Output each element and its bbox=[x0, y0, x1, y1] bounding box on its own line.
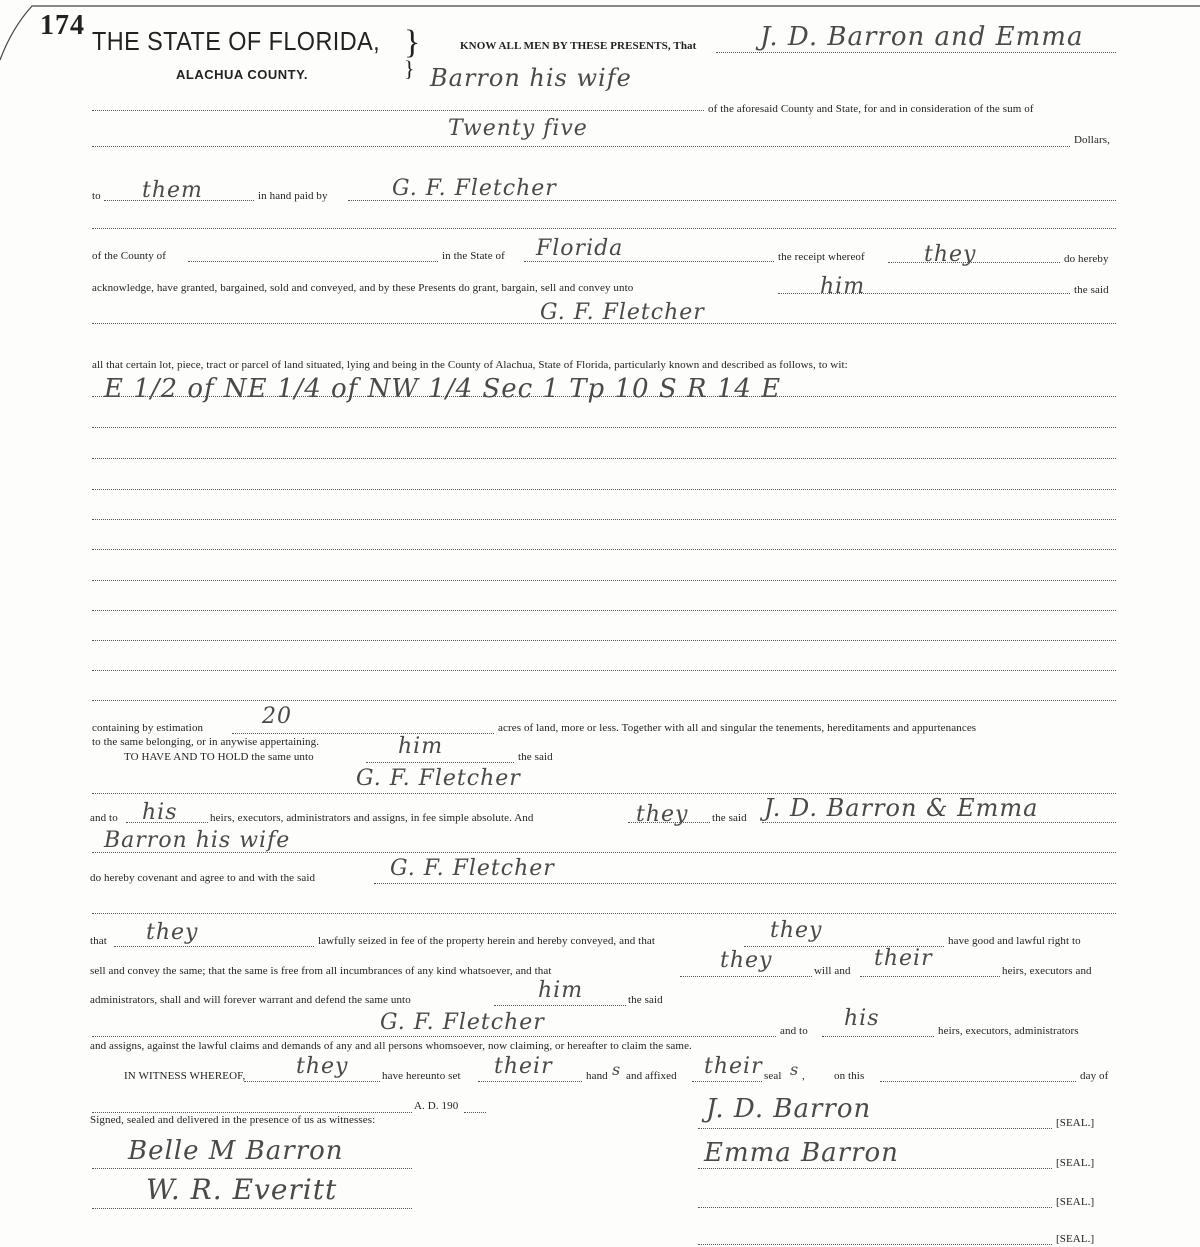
sell-their: their bbox=[874, 946, 933, 971]
signature-grantor-2: Emma Barron bbox=[704, 1138, 899, 1168]
deed-page: 174 THE STATE OF FLORIDA, } ALACHUA COUNTY. } KNOW ALL MEN BY THESE PRESENTS, That J. D. Barron and Emma Barron his wife of the aforesaid County and State, for and in consideration of the sum of Twenty five Dollars, to them in hand paid by G. F. Fletcher of the County of in the State of Florida the receipt whereof they do hereby acknowledge, have granted, bargained, sold and conveyed, and by these Presents do grant, bargain, sell and convey unto him the said G. F. Fletcher all that certain lot, piece, tract or parcel of land situated, lying and being in the County of Alachua, State of Florida, particularly known and described as follows, to wit: E 1/2 of NE 1/4 of NW 1/4 Sec 1 Tp 10 S R 14 E containing by estimation 20 acres of land, more or less. Together with all and singular the tenements, hereditaments and appurtenances to the same belonging, or in anywise appertaining. TO HAVE AND TO HOLD the same unto him the said G. F. Fletcher and to his heirs, executors, administrators and assigns, in fee simple absolute. And they the said J. D. Barron & Emma Barron his wife do hereby covenant and agree to and with the said G. F. Fletcher that they lawfully seized in fee of the property herein and hereby conveyed, and that they have good and lawful right to sell and convey the same; that the same is free from all incumbrances of any kind whatsoever, and that they will and their heirs, executors and administrators, shall and will forever warrant and defend the same unto him the said G. F. Fletcher and to his heirs, executors, administrators and assigns, against the lawful claims and demands of any and all persons whomsoever, now claiming, or hereafter to claim the same. IN WITNESS WHEREOF, they have hereunto set their hand s and affixed their seal s , on this day of A. D. 190 Signed, sealed and delivered in the presence of us as witnesses: J. D. Barron [SEAL.] Emma Barron [SEAL.] [SEAL.] [SEAL.] Belle M Barron W. R. Everitt bbox=[0, 0, 1200, 1247]
paid-by-name: G. F. Fletcher bbox=[392, 176, 557, 201]
sell-they: they bbox=[720, 948, 773, 973]
receipt-pronoun: they bbox=[924, 242, 977, 267]
and-that-pronoun: they bbox=[770, 918, 823, 943]
all-that-certain: all that certain lot, piece, tract or parcel of land situated, lying and being in the County of Alachua, State of Florida, particularly known and described as follows, to wit: bbox=[92, 359, 848, 371]
hand-suffix: s bbox=[612, 1060, 622, 1079]
affixed-their: their bbox=[704, 1054, 763, 1079]
witness-they: they bbox=[296, 1054, 349, 1079]
grantee-line: G. F. Fletcher bbox=[540, 300, 705, 325]
covenant-with: G. F. Fletcher bbox=[390, 856, 555, 881]
convey-unto: him bbox=[820, 274, 866, 299]
witness-signature-1: Belle M Barron bbox=[128, 1136, 344, 1166]
county-name: ALACHUA COUNTY. bbox=[176, 67, 308, 82]
and-to-pronoun: his bbox=[142, 800, 178, 825]
brace: } bbox=[404, 24, 421, 61]
seal-suffix: s bbox=[790, 1060, 800, 1079]
grantors-said-2: Barron his wife bbox=[104, 828, 291, 853]
signature-grantor-1: J. D. Barron bbox=[706, 1094, 872, 1124]
know-all-men: KNOW ALL MEN BY THESE PRESENTS, That bbox=[460, 40, 697, 52]
to-whom: them bbox=[142, 178, 203, 203]
dollars-text: Dollars, bbox=[1074, 134, 1110, 146]
set-their: their bbox=[494, 1054, 553, 1079]
grantor-line-2: Barron his wife bbox=[430, 64, 632, 92]
seal-1: [SEAL.] bbox=[1056, 1117, 1095, 1129]
grantors-said: J. D. Barron & Emma bbox=[764, 794, 1039, 822]
signed-sealed: Signed, sealed and delivered in the presence of us as witnesses: bbox=[90, 1114, 376, 1126]
and-pronoun: they bbox=[636, 802, 689, 827]
acres-value: 20 bbox=[262, 704, 292, 729]
seal-3: [SEAL.] bbox=[1056, 1196, 1095, 1208]
grantee-have-hold: G. F. Fletcher bbox=[356, 766, 521, 791]
grantor-line-1: J. D. Barron and Emma bbox=[760, 22, 1084, 52]
and-to-his: his bbox=[844, 1006, 880, 1031]
sum-amount: Twenty five bbox=[448, 116, 588, 141]
seal-4: [SEAL.] bbox=[1056, 1233, 1095, 1245]
aforesaid-text: of the aforesaid County and State, for and in consideration of the sum of bbox=[708, 103, 1034, 115]
state-title: THE STATE OF FLORIDA, bbox=[92, 26, 381, 56]
witness-signature-2: W. R. Everitt bbox=[146, 1173, 338, 1206]
seal-2: [SEAL.] bbox=[1056, 1157, 1095, 1169]
ad-year: A. D. 190 bbox=[414, 1100, 459, 1112]
have-hold-unto: him bbox=[398, 734, 444, 759]
state-name: Florida bbox=[536, 236, 624, 261]
warrant-unto: him bbox=[538, 978, 584, 1003]
brace-2: } bbox=[404, 56, 415, 81]
that-pronoun: they bbox=[146, 920, 199, 945]
land-description: E 1/2 of NE 1/4 of NW 1/4 Sec 1 Tp 10 S R 14 E bbox=[104, 374, 782, 404]
page-number: 174 bbox=[40, 10, 85, 41]
grantee-warrant: G. F. Fletcher bbox=[380, 1010, 545, 1035]
